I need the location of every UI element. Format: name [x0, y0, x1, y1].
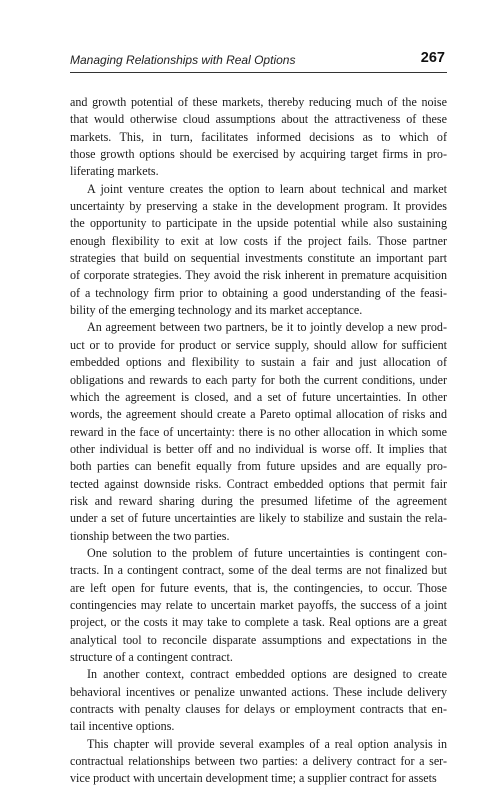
text-line: liferating markets. [70, 164, 159, 179]
body-text [70, 94, 447, 788]
text-line: are left open for future events, that is, the contingencies, to occur. Those [70, 580, 447, 595]
text-line: both parties can benefit equally from future upsides and are equally pro- [70, 459, 447, 474]
running-head-title: Managing Relationships with Real Options [70, 53, 296, 67]
text-line: A joint venture creates the option to learn about technical and market [87, 181, 447, 196]
text-line: structure of a contingent contract. [70, 650, 233, 664]
text-line: tionship between the two parties. [70, 528, 230, 543]
text-line: contractual relationships between two parties: a delivery contract for a ser- [70, 754, 447, 769]
text-line: This chapter will provide several examples of a real option analysis in [87, 736, 447, 751]
page-number: 267 [420, 50, 445, 66]
paragraph [70, 666, 447, 735]
text-line: which the agreement is closed, and a set of future uncertainties. In other [70, 389, 447, 404]
paragraph [70, 181, 447, 320]
text-line: and growth potential of these markets, thereby reducing much of the noise [70, 95, 447, 109]
text-line: tracts. In a contingent contract, some of the deal terms are not finalized but [70, 563, 447, 578]
running-header [70, 46, 447, 73]
text-line: tail incentive options. [70, 719, 175, 734]
text-line: contracts with penalty clauses for delays or employment contracts that en- [70, 702, 447, 717]
text-line: vice product with uncertain development time; a supplier contract for assets [70, 771, 437, 786]
text-line: other individual is better off and no individual is worse off. It implies that [70, 441, 447, 456]
paragraph [70, 736, 447, 788]
text-line: obligations and rewards to each party for both the current conditions, under [70, 372, 447, 387]
text-line: behavioral incentives or penalize unwanted actions. These include delivery [70, 684, 447, 699]
text-line: enough flexibility to exit at low costs if the project fails. Those partner [70, 233, 447, 248]
text-line: reward in the face of uncertainty: there is no other allocation in which some [70, 424, 447, 439]
text-line: contingencies may relate to uncertain market payoffs, the success of a joint [70, 597, 447, 612]
text-line: analytical tool to reconcile disparate assumptions and expectations in the [70, 632, 447, 647]
paragraph [70, 94, 447, 181]
text-line: markets. This, in turn, facilitates informed decisions as to which of [70, 129, 447, 144]
text-line: bility of the emerging technology and its market acceptance. [70, 303, 363, 318]
text-line: that would otherwise cloud assumptions about the attractiveness of these [70, 112, 447, 127]
text-line: of corporate strategies. They avoid the risk inherent in premature acquisition [70, 268, 447, 283]
text-line: tected against downside risks. Contract embedded options that permit fair [70, 476, 447, 491]
text-line: embedded options and flexibility to sustain a fair and just allocation of [70, 355, 447, 370]
text-line: those growth options should be exercised by acquiring target firms in pro- [70, 147, 447, 162]
text-line: project, or the costs it may take to complete a task. Real options are a great [70, 615, 447, 630]
text-line: uncertainty by preserving a stake in the development program. It provides [70, 199, 447, 214]
text-line: In another context, contract embedded options are designed to create [87, 667, 447, 682]
text-line: strategies that build on sequential investments constitute an important part [70, 251, 447, 266]
text-line: risk and reward sharing during the presumed lifetime of the agreement [70, 493, 447, 508]
text-line: words, the agreement should create a Pareto optimal allocation of risks and [70, 407, 447, 422]
paragraph [70, 319, 447, 544]
text-line: of a technology firm prior to obtaining a good understanding of the feasi- [70, 285, 447, 300]
text-line: One solution to the problem of future uncertainties is contingent con- [87, 545, 447, 560]
text-line: An agreement between two partners, be it to jointly develop a new prod- [87, 320, 447, 335]
text-line: under a set of future uncertainties are likely to stabilize and sustain the rela- [70, 511, 447, 526]
text-line: uct or to provide for product or service supply, should allow for sufficient [70, 337, 447, 352]
paragraph [70, 545, 447, 666]
text-line: the opportunity to participate in the upside potential while also sustaining [70, 216, 447, 231]
